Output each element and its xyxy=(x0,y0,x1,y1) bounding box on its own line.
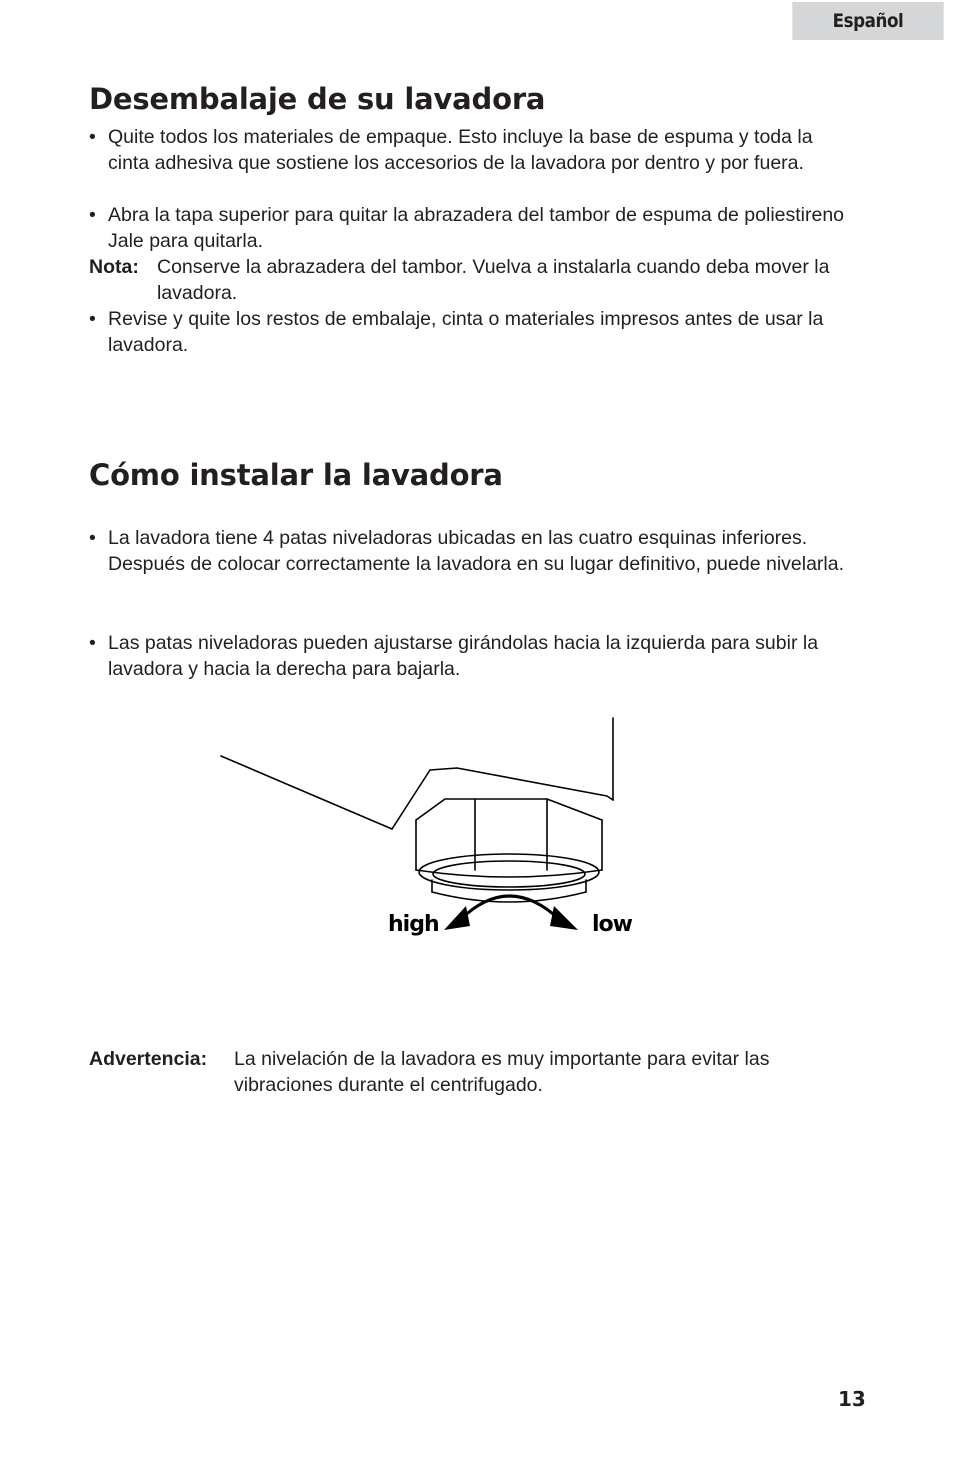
unpacking-bullet-2 xyxy=(89,202,859,254)
unpacking-bullet-1 xyxy=(89,124,859,176)
note-label: Nota: xyxy=(89,256,139,278)
bullet-text: Abra la tapa superior para quitar la abrazadera del tambor de espuma de poliestireno Jale para quitarla. xyxy=(108,204,845,252)
low-label: low xyxy=(592,912,632,937)
unpacking-bullet-3 xyxy=(89,306,859,358)
installation-bullet-2 xyxy=(89,630,859,682)
bullet-dot: • xyxy=(89,126,96,148)
bullet-text: Quite todos los materiales de empaque. Esto incluye la base de espuma y toda la cinta adhesiva que sostiene los accesorios de la lavadora por dentro y por fuera. xyxy=(108,126,813,174)
leveling-foot-illustration xyxy=(110,712,860,952)
installation-bullet-1 xyxy=(89,525,859,577)
bullet-dot: • xyxy=(89,527,96,549)
bullet-dot: • xyxy=(89,632,96,654)
bullet-text: Revise y quite los restos de embalaje, cinta o materiales impresos antes de usar la lavadora. xyxy=(108,308,824,356)
high-label: high xyxy=(388,912,439,937)
warning-label: Advertencia: xyxy=(89,1048,208,1070)
warning-text: La nivelación de la lavadora es muy importante para evitar las vibraciones durante el centrifugado. xyxy=(234,1048,770,1096)
bullet-dot: • xyxy=(89,204,96,226)
installation-heading: Cómo instalar la lavadora xyxy=(89,458,503,492)
page-number: 13 xyxy=(838,1387,866,1411)
note-text: Conserve la abrazadera del tambor. Vuelva a instalarla cuando deba mover la lavadora. xyxy=(157,256,830,304)
language-tab: Español xyxy=(792,2,943,40)
leveling-warning xyxy=(89,1046,859,1098)
bullet-text: Las patas niveladoras pueden ajustarse girándolas hacia la izquierda para subir la lavadora y hacia la derecha para bajarla. xyxy=(108,632,819,680)
unpacking-note xyxy=(89,254,859,306)
bullet-dot: • xyxy=(89,308,96,330)
leveling-foot-figure xyxy=(110,712,860,952)
unpacking-heading: Desembalaje de su lavadora xyxy=(89,82,546,116)
bullet-text: La lavadora tiene 4 patas niveladoras ubicadas en las cuatro esquinas inferiores. Después de colocar correctamente la lavadora en su lugar definitivo, puede nivelarla. xyxy=(108,527,845,575)
